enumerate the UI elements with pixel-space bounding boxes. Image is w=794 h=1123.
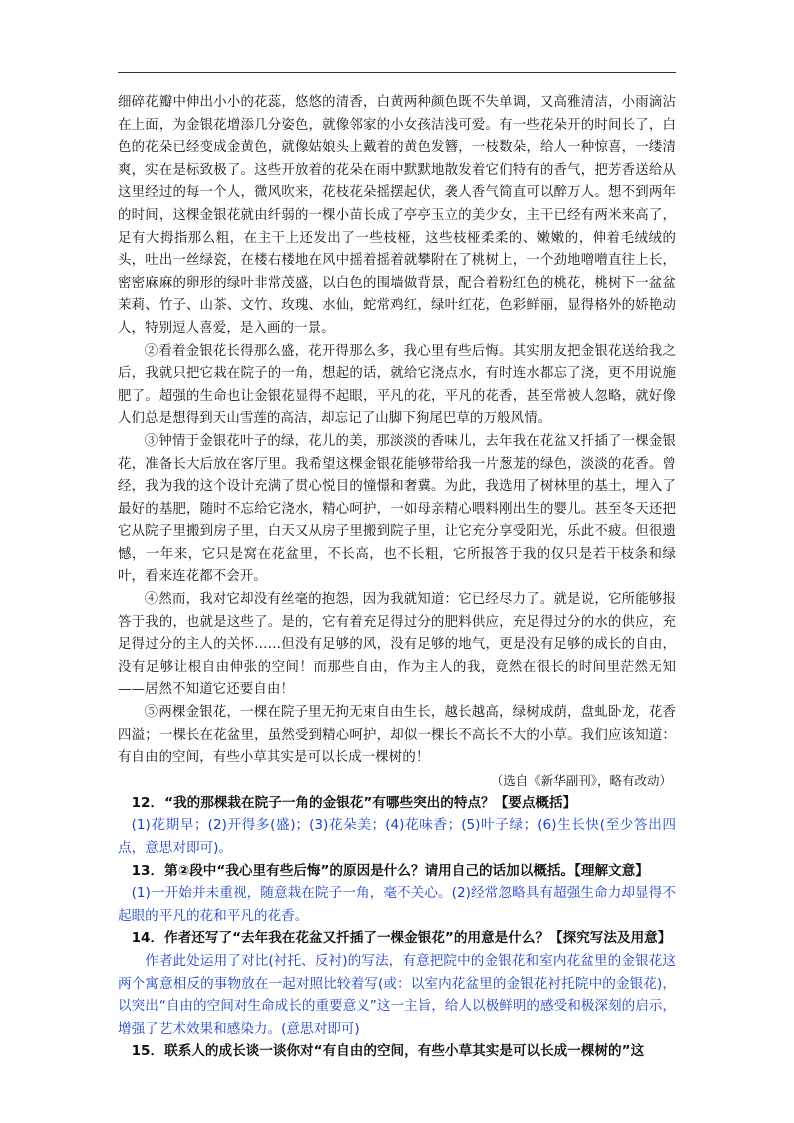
question-number: 14． bbox=[131, 930, 165, 947]
passage-paragraph-4: ④然而，我对它却没有丝毫的抱怨，因为我就知道：它已经尽力了。就是说，它所能够报答于我的，也就是这些了。是的，它有着充足得过分的肥料供应，充足得过分的水的供应，充足得过分的主人的关怀……但没有足够的风，没有足够的地气，更是没有足够的成长的自由，没有足够让根自由伸张的空间！而那些自由，作为主人的我，竟然在很长的时间里茫然无知——居然不知道它还要自由！ bbox=[118, 592, 676, 698]
passage-paragraph-1: 细碎花瓣中伸出小小的花蕊，悠悠的清香，白黄两种颜色既不失单调，又高雅清洁，小雨滴沾在上面，为金银花增添几分姿色，就像邻家的小女孩洁浅可爱。有一些花朵开的时间长了，白色的花朵已经变成金黄色，就像姑娘头上戴着的黄色发簪，一枝数朵，给人一种惊喜，一缕清爽，实在是标致极了。这些开放着的花朵在雨中默默地散发着它们特有的香气，把芳香送给从这里经过的每一个人，微风吹来，花枝花朵摇摆起伏，袭人香气简直可以醉万人。想不到两年的时间，这棵金银花就由纤弱的一棵小苗长成了亭亭玉立的美少女，主干已经有两米来高了，足有大拇指那么粗，在主干上还发出了一些枝桠，这些枝桠柔柔的、嫩嫩的，伸着毛绒绒的头，吐出一丝绿瓷，在楼右楼地在风中摇着摇着就攀附在了桃树上，一个劲地噌噌直往上长，密密麻麻的卵形的绿叶非常茂盛，以白色的围墙做背景，配合着粉红色的桃花，桃树下一盆盆茉莉、竹子、山茶、文竹、玫瑰、水仙，蛇常鸡红，绿叶红花，色彩鲜丽，显得格外的娇艳动人，特别逗人喜爱，是入画的一景。 bbox=[118, 95, 676, 336]
passage-paragraph-3: ③钟情于金银花叶子的绿，花儿的美，那淡淡的香味儿，去年我在花盆又扦插了一棵金银花，准备长大后放在客厅里。我希望这棵金银花能够带给我一片葱茏的绿色，淡淡的花香。曾经，我为我的这个设计充满了贯心悦目的憧憬和奢冀。为此，我选用了树林里的基土，埋入了最好的基肥，随时不忘给它浇水，精心呵护，一如母亲精心喂料刚出生的婴儿。甚至冬天还把它从院子里搬到房子里，白天又从房子里搬到院子里，让它充分享受阳光，乐此不疲。但很遗憾，一年来，它只是窝在花盆里，不长高，也不长粗，它所报答于我的仅只是若干枝条和绿叶，看来连花都不会开。 bbox=[118, 433, 676, 585]
document-body bbox=[118, 92, 676, 1063]
answer-12: (1)花期早；(2)开得多(盛)；(3)花朵美；(4)花味香；(5)叶子绿；(6)生长快(至少答出四点，意思对即可)。 bbox=[118, 817, 676, 856]
answer-13: (1)一开始并未重视，随意栽在院子一角，毫不关心。(2)经常忽略具有超强生命力却显得不起眼的平凡的花和平凡的花香。 bbox=[118, 885, 676, 924]
question-number: 15． bbox=[131, 1043, 165, 1060]
question-14 bbox=[118, 927, 676, 950]
passage-source: （选自《新华副刊》，略有改动） bbox=[490, 772, 672, 788]
question-number: 13． bbox=[131, 862, 165, 879]
question-13 bbox=[118, 860, 676, 883]
question-15 bbox=[118, 1040, 676, 1063]
passage-paragraph-5: ⑤两棵金银花，一棵在院子里无拘无束自由生长，越长越高，绿树成荫，盘虬卧龙，花香四溢；一棵长在花盆里，虽然受到精心呵护，却似一棵长不高长不大的小草。我们应该知道：有自由的空间，有些小草其实是可以长成一棵树的！ bbox=[118, 705, 676, 766]
question-text: 作者还写了“去年我在花盆又扦插了一棵金银花”的用意是什么？【探究写法及用意】 bbox=[164, 930, 672, 947]
question-12 bbox=[118, 792, 676, 815]
question-text: “我的那棵栽在院子一角的金银花”有哪些突出的特点？【要点概括】 bbox=[164, 794, 577, 811]
passage-paragraph-2: ②看着金银花长得那么盛，花开得那么多，我心里有些后悔。其实朋友把金银花送给我之后，我就只把它栽在院子的一角，想起的话，就给它浇点水，有时连水都忘了浇，更不用说施肥了。超强的生命也让金银花显得不起眼，平凡的花，平凡的花香，甚至常被人忽略，就好像人们总是想得到天山雪莲的高洁，却忘记了山脚下狗尾巴草的万般风情。 bbox=[118, 343, 676, 427]
header-rule bbox=[118, 72, 676, 73]
question-text: 联系人的成长谈一谈你对“有自由的空间，有些小草其实是可以长成一棵树的”这 bbox=[164, 1043, 645, 1060]
question-number: 12． bbox=[131, 794, 165, 811]
question-text: 第②段中“我心里有些后悔”的原因是什么？请用自己的话加以概括。【理解文意】 bbox=[164, 862, 649, 879]
answer-14: 作者此处运用了对比(衬托、反衬)的写法，有意把院中的金银花和室内花盆里的金银花这两个寓意相反的事物放在一起对照比较着写(或：以室内花盆里的金银花衬托院中的金银花)，以突出“自由的空间对生命成长的重要意义”这一主旨，给人以极鲜明的感受和极深刻的启示，增强了艺术效果和感染力。(意思对即可) bbox=[118, 952, 676, 1037]
